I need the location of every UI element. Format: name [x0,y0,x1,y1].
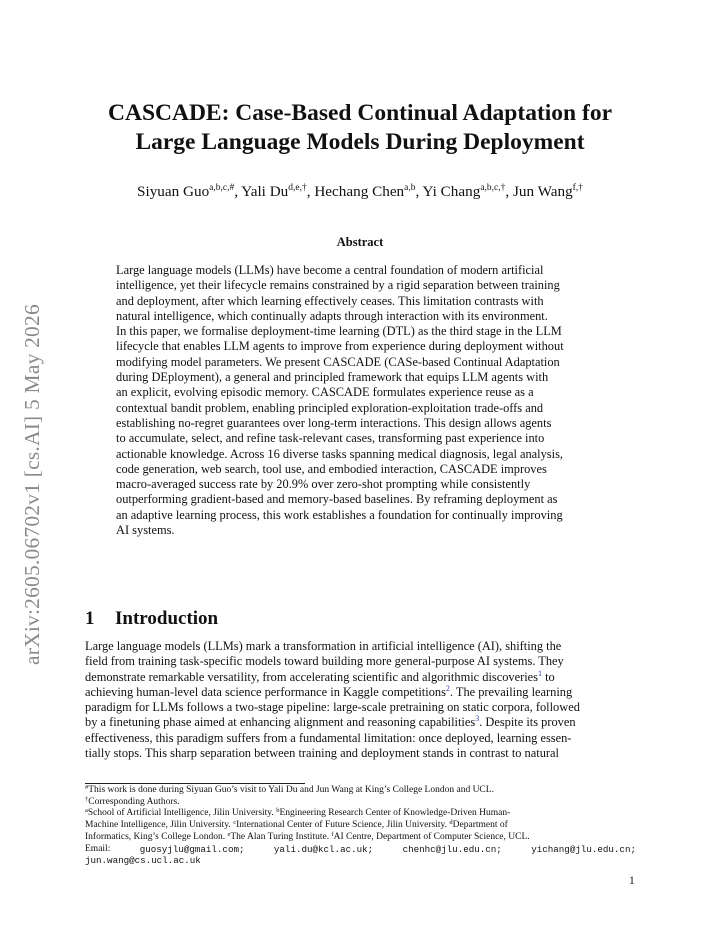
abstract-line: intelligence, yet their lifecycle remains constrained by a rigid separation between training [116,278,560,293]
introduction-body [85,639,636,761]
citation-ref[interactable]: 3 [475,714,480,724]
email-list [85,844,636,856]
author-affiliation: a,b,c,† [480,183,506,193]
affiliation-line: $^a$School of Artificial Intelligence, Jilin University. $^b$Engineering Research Center of Knowledge-Driven Human- [85,807,511,819]
abstract-line: code generation, web search, tool use, and embodied interaction, CASCADE improves [116,461,547,476]
abstract-line: macro-averaged success rate by 20.9% over zero-shot prompting while consistently [116,477,531,492]
section-heading [85,608,218,630]
footnote-mark: † [85,795,89,803]
affiliation-line: Informatics, King’s College London. $^e$The Alan Turing Institute. $^f$AI Centre, Department of Computer Science, UCL. [85,830,530,842]
author: Yali $Du^{d,e,\dagger}$ [241,183,307,200]
email-last: jun.wang@cs.ucl.ac.uk [85,855,201,867]
affiliation-mark: a [85,807,88,815]
email-address[interactable]: yichang@jlu.edu.cn; [531,843,636,855]
footnote-text: Corresponding Authors. [88,796,180,807]
arxiv-identifier: arXiv:2605.06702v1 [cs.AI] 5 May 2026 [20,304,44,665]
affiliation-line: Machine Intelligence, Jilin University. $^c$International Center of Future Science, Jilin University. $^d$Department of [85,819,508,831]
paper-title [60,99,660,157]
body-line: effectiveness, this paradigm suffers from a fundamental limitation: once deployed, learning essen- [85,730,572,745]
affiliations [85,808,636,843]
abstract-line: modifying model parameters. We present CASCADE (CASe-based Continual Adaptation [116,354,560,369]
email-label: Email: [85,843,111,854]
body-line: Large language models (LLMs) mark a transformation in artificial intelligence (AI), shifting the [85,639,562,653]
abstract-line: contextual bandit problem, enabling principled exploration-exploitation trade-offs and [116,400,544,415]
affiliation-mark: e [227,830,231,838]
affiliation-mark: c [233,819,237,827]
author-affiliation: a,b [404,183,416,193]
author-affiliation: d,e,† [288,183,307,193]
author-affiliation: f,† [572,183,583,193]
abstract-line: In this paper, we formalise deployment-time learning (DTL) as the third stage in the LLM [116,324,562,339]
abstract-line: outperforming gradient-based and memory-based baselines. By reframing deployment as [116,492,558,507]
body-line: paradigm for LLMs follows a two-stage pipeline: large-scale pretraining on static corpora, followed [85,700,580,715]
body-line: field from training task-specific models toward building more general-purpose AI systems. They [85,654,564,669]
abstract-line: AI systems. [116,523,175,538]
abstract-line: Large language models (LLMs) have become a central foundation of modern artificial [116,263,544,277]
email-address[interactable]: chenhc@jlu.edu.cn; [402,843,502,855]
author: Hechang Chen$^{a,b}$ [314,183,416,200]
email-address[interactable]: yali.du@kcl.ac.uk; [273,843,374,855]
title-line-2: Large Language Models During Deployment [135,129,585,155]
citation-ref[interactable]: 2 [445,683,450,693]
abstract-line: lifecycle that enables LLM agents to improve from experience during deployment without [116,339,564,354]
body-line: by a finetuning phase aimed at enhancing alignment and reasoning capabilities$^3$. Despite its proven [85,714,576,730]
abstract-line: to accumulate, select, and refine task-relevant cases, transforming past experience into [116,431,545,446]
section-title: Introduction [115,608,219,629]
footnote-visit [85,785,636,797]
affiliation-mark: b [276,807,280,815]
abstract-line: natural intelligence, which continually adapts through interaction with its environment. [116,308,548,323]
abstract-line: an explicit, evolving episodic memory. CASCADE formulates experience reuse as a [116,385,534,400]
footnote-rule [85,783,305,784]
title-line-1: CASCADE: Case-Based Continual Adaptation for [108,100,612,126]
abstract-heading: Abstract [336,235,384,249]
body-line: tially stops. This sharp separation between training and deployment stands in contrast to natural [85,746,559,761]
author: Siyuan Guo$^{a,b,c,\#}$ [137,183,235,200]
abstract-line: an adaptive learning process, this work establishes a foundation for continually improving [116,507,563,522]
abstract-body [116,263,609,538]
author: Yi Chang$^{a,b,c,\dagger}$ [422,183,506,200]
footnote-corresponding [85,797,636,809]
author-affiliation: a,b,c,# [209,183,235,193]
footnote-text: This work is done during Siyuan Guo’s visit to Yali Du and Jun Wang at King’s College London and UCL. [88,785,494,795]
author: Jun Wang$^{f,\dagger}$ [513,183,583,200]
email-address[interactable]: guosyjlu@gmail.com; [139,843,245,855]
page-number: 1 [629,875,635,887]
affiliation-mark: f [331,830,334,838]
citation-ref[interactable]: 1 [538,668,542,678]
footnote-mark: # [85,784,89,791]
body-line: demonstrate remarkable versatility, from accelerating scientific and algorithmic discoveries$^1$ to [85,668,555,684]
abstract-line: establishing no-regret guarantees over long-term interactions. This design allows agents [116,415,552,430]
abstract-line: actionable knowledge. Across 16 diverse tasks spanning medical diagnosis, legal analysis, [116,446,563,461]
abstract-line: during DEployment), a general and principled framework that equips LLM agents with [116,370,549,385]
abstract-line: and deployment, after which learning effectively ceases. This limitation contrasts with [116,293,544,308]
section-number: 1 [85,608,95,629]
footnotes [85,785,636,867]
affiliation-mark: d [449,819,453,827]
body-line: achieving human-level data science performance in Kaggle competitions$^2$. The prevailing learning [85,683,573,699]
author-list: Siyuan Guo$^{a,b,c,\#}$, Yali $Du^{d,e,\dagger}$, Hechang Chen$^{a,b}$, Yi Chang$^{a,b,c,\dagger}$, Jun Wang$^{f,\dagger}$ [137,183,583,200]
